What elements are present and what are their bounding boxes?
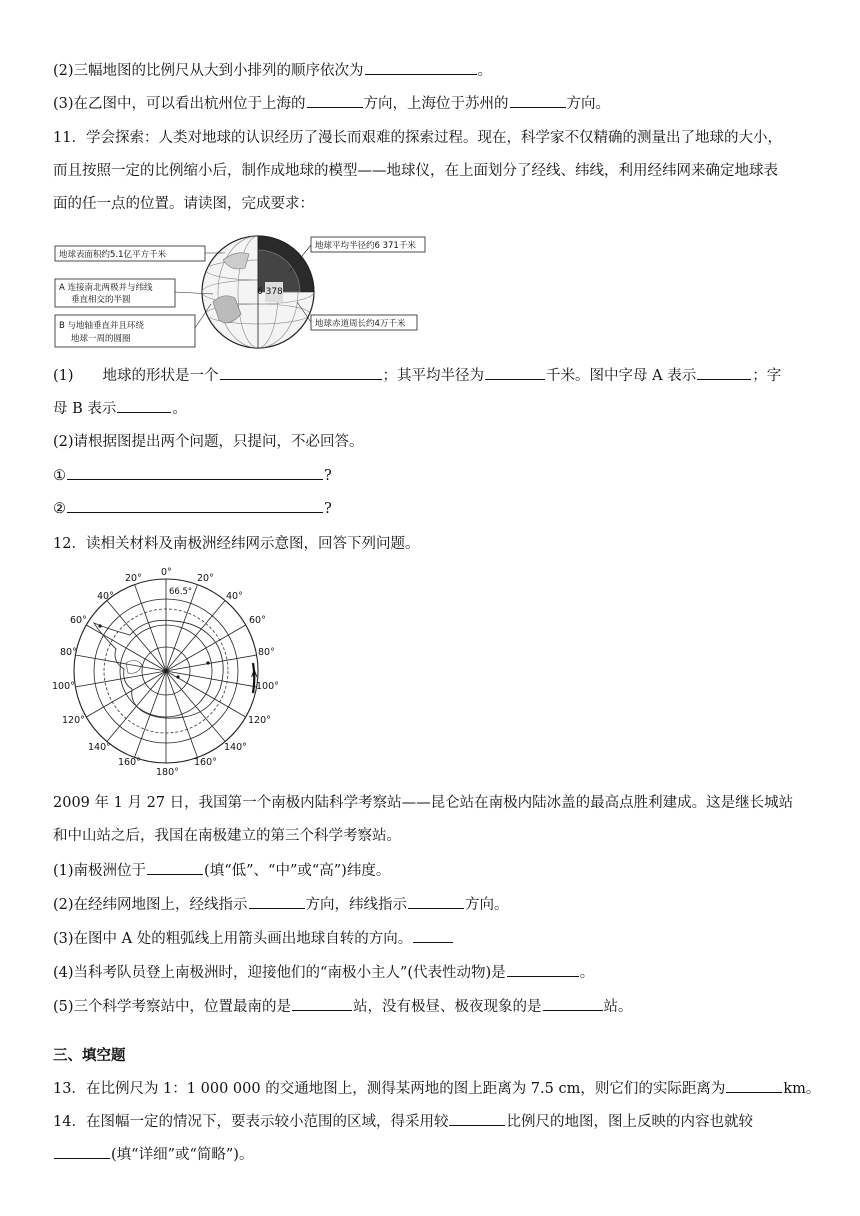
question-mark: ? bbox=[324, 501, 332, 517]
q11-intro-line3 bbox=[53, 194, 314, 214]
meridian-label-180: 180° bbox=[156, 767, 179, 778]
q10-part3-text-c: 方向。 bbox=[566, 96, 611, 112]
q12-intro-text: 12．读相关材料及南极洲经纬网示意图，回答下列问题。 bbox=[53, 536, 420, 552]
meridian-label-60w: 60° bbox=[70, 615, 87, 626]
latitude-label-66-5: 66.5° bbox=[169, 587, 193, 597]
q11-part1-line1 bbox=[53, 365, 781, 386]
meridian-label-60e: 60° bbox=[249, 615, 266, 626]
answer-blank[interactable] bbox=[292, 996, 352, 1011]
radius-box-text: 地球平均半径约6 371千米 bbox=[315, 241, 416, 251]
meridian-label-160w: 160° bbox=[118, 757, 141, 768]
q12-sub5-text-c: 站。 bbox=[603, 999, 633, 1015]
kunlun-station-marker bbox=[176, 675, 179, 678]
circled-number-2: ② bbox=[53, 501, 66, 517]
q10-part2-text: (2)三幅地图的比例尺从大到小排列的顺序依次为 bbox=[53, 63, 364, 79]
meridian-label-140w: 140° bbox=[88, 742, 111, 753]
meridian-label-100w: 100° bbox=[52, 681, 75, 692]
q11-intro-3: 面的任一点的位置。请读图，完成要求： bbox=[53, 196, 314, 212]
section-title-fill-in bbox=[53, 1046, 126, 1066]
letter-a-label: A bbox=[251, 669, 258, 680]
meridian-label-140e: 140° bbox=[224, 742, 247, 753]
area-label: 地球表面积约5.1亿平方千米 bbox=[59, 250, 167, 260]
q11-part1-line2 bbox=[53, 398, 187, 419]
meridian-label-20e: 20° bbox=[197, 573, 214, 584]
q11-part1-text-f: 。 bbox=[172, 401, 187, 417]
answer-blank[interactable] bbox=[117, 398, 171, 413]
q12-sub2 bbox=[53, 894, 509, 915]
antarctica-graticule-map bbox=[50, 565, 279, 781]
q11-part1-text-b: ；其平均半径为 bbox=[382, 368, 485, 384]
q14-text-b: 比例尺的地图，图上反映的内容也就较 bbox=[506, 1114, 753, 1130]
answer-blank[interactable] bbox=[726, 1078, 782, 1093]
label-a-line2: 垂直相交的半圆 bbox=[71, 295, 131, 305]
answer-blank[interactable] bbox=[54, 1144, 110, 1159]
equator-box-text: 地球赤道周长约4万千米 bbox=[315, 319, 406, 329]
q12-sub5 bbox=[53, 996, 633, 1017]
label-b-line2: 地球一周的圆圈 bbox=[71, 334, 131, 344]
q12-sub2-text-b: 方向，纬线指示 bbox=[305, 897, 408, 913]
q12-sub3 bbox=[53, 928, 454, 949]
q11-intro-line1 bbox=[53, 128, 782, 148]
q13 bbox=[53, 1078, 820, 1099]
q12-sub1-text-a: (1)南极洲位于 bbox=[53, 863, 147, 879]
q12-intro bbox=[53, 534, 419, 554]
answer-blank[interactable] bbox=[413, 928, 453, 943]
meridian-label-40e: 40° bbox=[226, 591, 243, 602]
q10-part3-text-b: 方向，上海位于苏州的 bbox=[363, 96, 509, 112]
q11-part2-text: (2)请根据图提出两个问题，只提问，不必回答。 bbox=[53, 434, 364, 450]
answer-blank[interactable] bbox=[67, 465, 323, 480]
q12-material-line2 bbox=[53, 826, 401, 846]
radius-label: 6 378 bbox=[257, 287, 283, 297]
great-wall-station-marker bbox=[98, 624, 101, 627]
q14-text-a: 14．在图幅一定的情况下，要表示较小范围的区域，得采用较 bbox=[53, 1114, 449, 1130]
q11-part1-text-e: 母 B 表示 bbox=[53, 401, 117, 417]
answer-blank[interactable] bbox=[67, 498, 323, 513]
q14-line1 bbox=[53, 1111, 753, 1132]
q12-sub2-text-a: (2)在经纬网地图上，经线指示 bbox=[53, 897, 248, 913]
q10-part3 bbox=[53, 93, 610, 114]
circled-number-1: ① bbox=[53, 468, 66, 484]
zhongshan-station-marker bbox=[206, 661, 209, 664]
answer-blank[interactable] bbox=[307, 93, 363, 108]
q11-part1-text-a: (1) 地球的形状是一个 bbox=[53, 368, 219, 384]
label-b-line1: B 与地轴垂直并且环绕 bbox=[59, 321, 145, 331]
answer-blank[interactable] bbox=[697, 365, 751, 380]
label-a-line1: A 连接南北两极并与纬线 bbox=[59, 283, 153, 293]
q12-sub5-text-b: 站，没有极昼、极夜现象的是 bbox=[353, 999, 542, 1015]
meridian-label-100e: 100° bbox=[256, 681, 279, 692]
q12-sub1-text-b: (填“低”、“中”或“高”)纬度。 bbox=[204, 863, 391, 879]
q11-question1 bbox=[53, 465, 332, 486]
q14-line2 bbox=[53, 1144, 253, 1165]
q12-sub4-text-a: (4)当科考队员登上南极洲时，迎接他们的“南极小主人”(代表性动物)是 bbox=[53, 965, 506, 981]
q12-sub2-text-c: 方向。 bbox=[465, 897, 509, 913]
meridian-label-0: 0° bbox=[161, 567, 172, 578]
q11-question2 bbox=[53, 498, 332, 519]
q13-text-a: 13．在比例尺为 1：1 000 000 的交通地图上，测得某两地的图上距离为 7.5 cm，则它们的实际距离为 bbox=[53, 1081, 726, 1097]
answer-blank[interactable] bbox=[449, 1111, 505, 1126]
q10-part2-end: 。 bbox=[477, 63, 493, 79]
q12-sub3-text: (3)在图中 A 处的粗弧线上用箭头画出地球自转的方向。 bbox=[53, 931, 413, 947]
q12-sub4 bbox=[53, 962, 594, 983]
section3-title-text: 三、填空题 bbox=[53, 1048, 126, 1064]
answer-blank[interactable] bbox=[365, 60, 477, 75]
q14-text-c: (填“详细”或“简略”)。 bbox=[111, 1147, 254, 1163]
q12-sub5-text-a: (5)三个科学考察站中，位置最南的是 bbox=[53, 999, 292, 1015]
q12-sub1 bbox=[53, 860, 390, 881]
answer-blank[interactable] bbox=[485, 365, 545, 380]
answer-blank[interactable] bbox=[543, 996, 603, 1011]
q11-part1-text-c: 千米。图中字母 A 表示 bbox=[546, 368, 697, 384]
q10-part3-text-a: (3)在乙图中，可以看出杭州位于上海的 bbox=[53, 96, 306, 112]
answer-blank[interactable] bbox=[249, 894, 305, 909]
meridian-label-120w: 120° bbox=[62, 715, 85, 726]
meridian-label-160e: 160° bbox=[194, 757, 217, 768]
q11-part1-text-d: ；字 bbox=[752, 368, 782, 384]
globe-figure bbox=[53, 232, 433, 356]
q11-part2 bbox=[53, 432, 364, 452]
meridian-label-20w: 20° bbox=[125, 573, 142, 584]
answer-blank[interactable] bbox=[510, 93, 566, 108]
q10-part2 bbox=[53, 60, 492, 81]
question-mark: ? bbox=[324, 468, 332, 484]
q12-material-1: 2009 年 1 月 27 日，我国第一个南极内陆科学考察站——昆仑站在南极内陆冰盖的最高点胜利建成。这是继长城站 bbox=[53, 795, 794, 811]
answer-blank[interactable] bbox=[507, 962, 579, 977]
q13-text-b: km。 bbox=[783, 1081, 821, 1097]
meridian-label-40w: 40° bbox=[97, 591, 114, 602]
meridian-label-120e: 120° bbox=[248, 715, 271, 726]
q11-intro-1: 11．学会探索：人类对地球的认识经历了漫长而艰难的探索过程。现在，科学家不仅精确的测量出了地球的大小， bbox=[53, 130, 782, 146]
q11-intro-line2 bbox=[53, 161, 778, 181]
answer-blank[interactable] bbox=[408, 894, 464, 909]
q11-intro-2: 而且按照一定的比例缩小后，制作成地球的模型——地球仪，在上面划分了经线、纬线，利用经纬网来确定地球表 bbox=[53, 163, 778, 179]
meridian-label-80e: 80° bbox=[258, 647, 275, 658]
meridian-label-80w: 80° bbox=[60, 647, 77, 658]
q12-sub4-text-b: 。 bbox=[579, 965, 595, 981]
q12-material-line1 bbox=[53, 793, 793, 813]
answer-blank[interactable] bbox=[220, 365, 382, 380]
answer-blank[interactable] bbox=[147, 860, 203, 875]
q12-material-2: 和中山站之后，我国在南极建立的第三个科学考察站。 bbox=[53, 828, 401, 844]
